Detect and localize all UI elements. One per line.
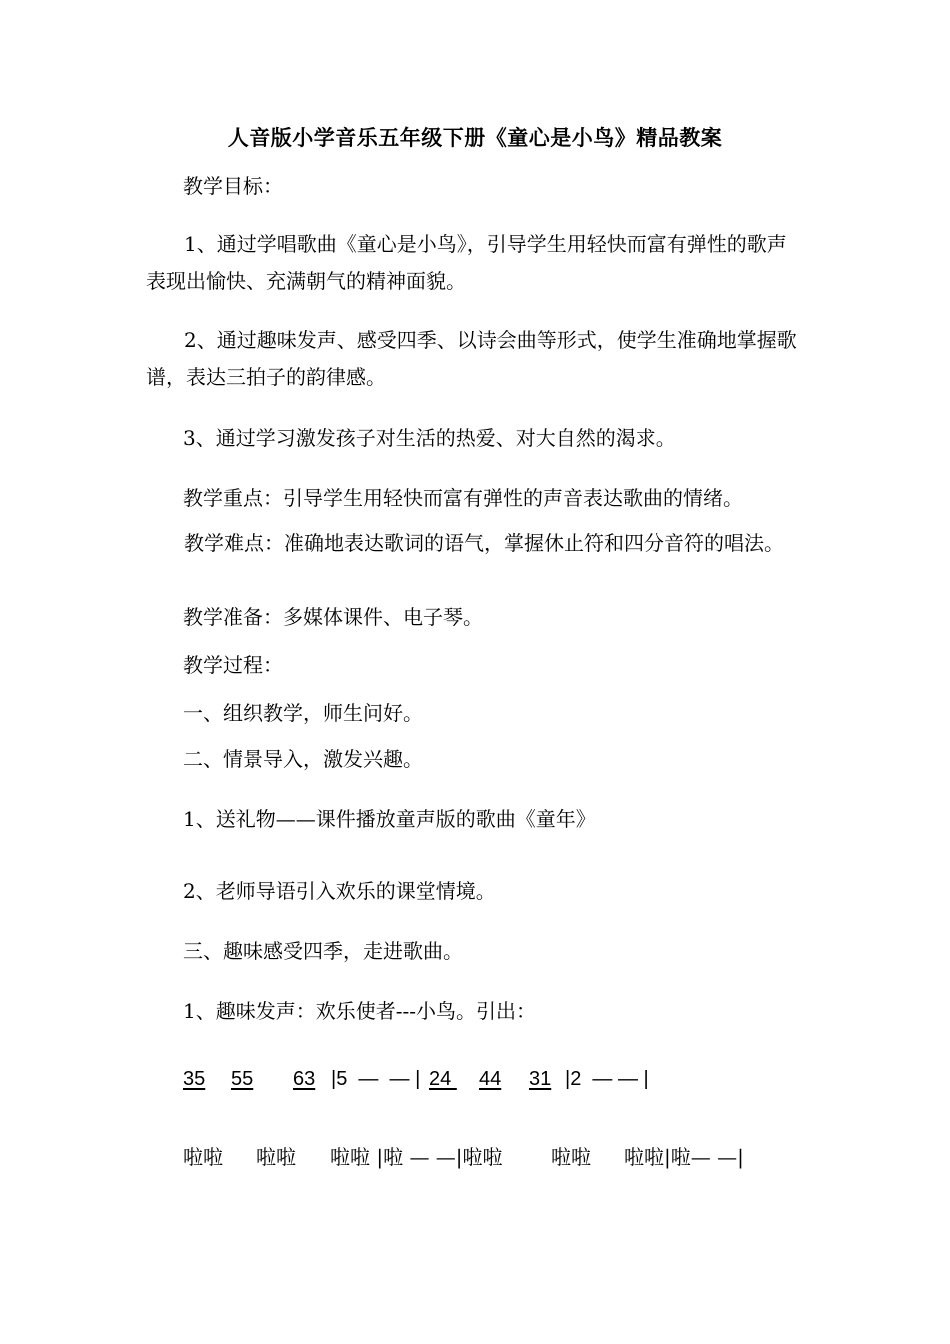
notation-note-7: 31 [529,1068,552,1090]
document-title: 人音版小学音乐五年级下册《童心是小鸟》精品教案 [227,125,723,150]
goal-1-paragraph: 1、通过学唱歌曲《童心是小鸟》，引导学生用轻快而富有弹性的歌声表现出愉快、充满朝气的精神面貌。 [146,232,787,293]
step-2-1: 1、送礼物——课件播放童声版的歌曲《童年》 [183,807,596,831]
notation-bar-1: |5 — — | [331,1068,421,1090]
lyric-2: 啦啦 [256,1145,296,1169]
notation-note-6: 44 [479,1068,502,1090]
notation-note-5: 24 [429,1068,457,1090]
notation-note-3: 63 [293,1068,316,1090]
key-point-paragraph: 教学重点：引导学生用轻快而富有弹性的声音表达歌曲的情绪。 [183,486,743,510]
step-3-1: 1、趣味发声：欢乐使者---小鸟。引出： [183,999,536,1023]
preparation-paragraph: 教学准备：多媒体课件、电子琴。 [183,605,483,629]
goal-3-paragraph: 3、通过学习激发孩子对生活的热爱、对大自然的渴求。 [183,426,676,450]
step-2-2: 2、老师导语引入欢乐的课堂情境。 [183,879,496,903]
goal-2-paragraph: 2、通过趣味发声、感受四季、以诗会曲等形式，使学生准确地掌握歌谱，表达三拍子的韵律感。 [146,328,797,389]
music-notation [183,1068,649,1091]
step-2: 二、情景导入，激发兴趣。 [183,747,423,771]
lyric-4: 啦啦 [551,1145,591,1169]
difficulty-paragraph: 教学难点：准确地表达歌词的语气，掌握休止符和四分音符的唱法。 [184,531,784,555]
notation-note-1: 35 [183,1068,206,1090]
notation-bar-2: |2 — — | [565,1068,649,1090]
step-3: 三、趣味感受四季，走进歌曲。 [183,939,463,963]
lyrics-line [183,1141,744,1170]
step-1: 一、组织教学，师生问好。 [183,701,423,725]
lyric-1: 啦啦 [183,1145,223,1169]
lyric-3: 啦啦 |啦 — —|啦啦 [330,1145,503,1169]
teaching-goals-label: 教学目标： [183,174,283,198]
notation-note-2: 55 [231,1068,254,1090]
lyric-5: 啦啦|啦— —| [624,1145,744,1169]
process-label: 教学过程： [183,653,283,677]
